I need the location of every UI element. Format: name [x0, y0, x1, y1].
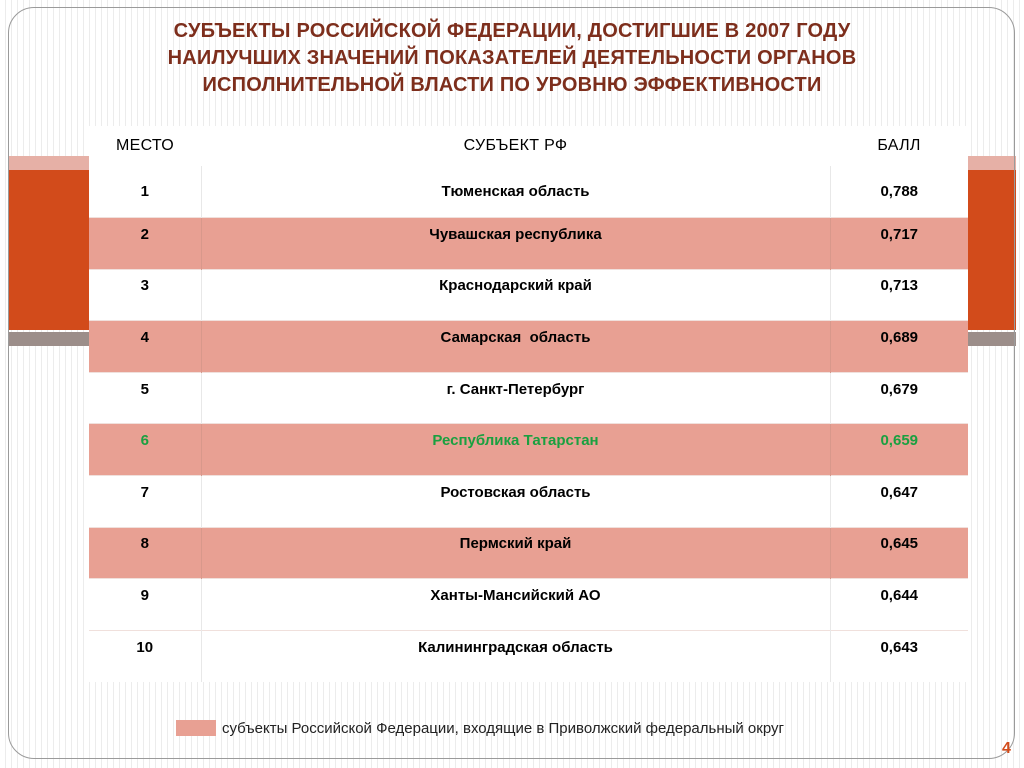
- cell-subject: Тюменская область: [441, 183, 590, 201]
- table-row: [89, 527, 968, 579]
- cell-subject: Чувашская республика: [201, 218, 830, 270]
- table-row-highlighted: [89, 424, 968, 476]
- cell-place: 9: [89, 579, 201, 631]
- header-subject: СУБЪЕКТ РФ: [463, 137, 568, 154]
- cell-subject: Республика Татарстан: [201, 424, 830, 476]
- cell-place: 10: [89, 630, 201, 682]
- cell-subject: Краснодарский край: [201, 269, 830, 321]
- table-row: [89, 166, 968, 218]
- cell-place: 5: [89, 372, 201, 424]
- cell-score: 0,647: [830, 476, 968, 528]
- cell-score: 0,659: [830, 424, 968, 476]
- cell-subject: Самарская область: [201, 321, 830, 373]
- cell-score: 0,644: [830, 579, 968, 631]
- cell-place: 2: [89, 218, 201, 270]
- decor-band-light-left: [8, 156, 90, 170]
- decor-band-grey-right: [966, 332, 1016, 346]
- cell-place: 8: [89, 527, 201, 579]
- ranking-table-container: [89, 126, 968, 682]
- title-line-3: ИСПОЛНИТЕЛЬНОЙ ВЛАСТИ ПО УРОВНЮ ЭФФЕКТИВНОСТИ: [202, 74, 822, 96]
- cell-place: 1: [89, 166, 201, 218]
- header-score: БАЛЛ: [877, 137, 921, 154]
- legend-text: субъекты Российской Федерации, входящие в Приволжский федеральный округ: [222, 719, 784, 737]
- table-row: [89, 476, 968, 528]
- cell-subject: Ханты-Мансийский АО: [201, 579, 830, 631]
- table-row: [89, 321, 968, 373]
- cell-place: 3: [89, 269, 201, 321]
- page-number: 4: [1002, 740, 1011, 757]
- decor-band-dark-right: [966, 170, 1016, 330]
- cell-score: 0,645: [830, 527, 968, 579]
- header-place: МЕСТО: [115, 137, 175, 154]
- cell-score: 0,679: [830, 372, 968, 424]
- cell-score: 0,713: [830, 269, 968, 321]
- cell-subject: Ростовская область: [201, 476, 830, 528]
- decor-band-dark-left: [8, 170, 90, 330]
- decor-band-grey-left: [8, 332, 90, 346]
- table-row: [89, 579, 968, 631]
- table-header-row: [89, 126, 968, 166]
- table-row: [89, 218, 968, 270]
- cell-subject: Пермский край: [201, 527, 830, 579]
- cell-subject: Калининградская область: [201, 630, 830, 682]
- cell-score: 0,689: [830, 321, 968, 373]
- cell-score: 0,788: [830, 166, 968, 218]
- legend-swatch: [176, 720, 216, 736]
- table-row: [89, 372, 968, 424]
- cell-place: 7: [89, 476, 201, 528]
- cell-score: 0,717: [830, 218, 968, 270]
- cell-place: 6: [89, 424, 201, 476]
- legend: [176, 717, 784, 739]
- decor-band-light-right: [966, 156, 1016, 170]
- cell-subject: г. Санкт-Петербург: [201, 372, 830, 424]
- cell-score: 0,643: [830, 630, 968, 682]
- title-line-1: СУБЪЕКТЫ РОССИЙСКОЙ ФЕДЕРАЦИИ, ДОСТИГШИЕ В 2007 ГОДУ: [173, 20, 851, 42]
- slide-title: [100, 18, 924, 99]
- table-row: [89, 630, 968, 682]
- ranking-table: [89, 126, 968, 682]
- table-row: [89, 269, 968, 321]
- title-line-2: НАИЛУЧШИХ ЗНАЧЕНИЙ ПОКАЗАТЕЛЕЙ ДЕЯТЕЛЬНОСТИ ОРГАНОВ: [167, 47, 857, 69]
- cell-place: 4: [89, 321, 201, 373]
